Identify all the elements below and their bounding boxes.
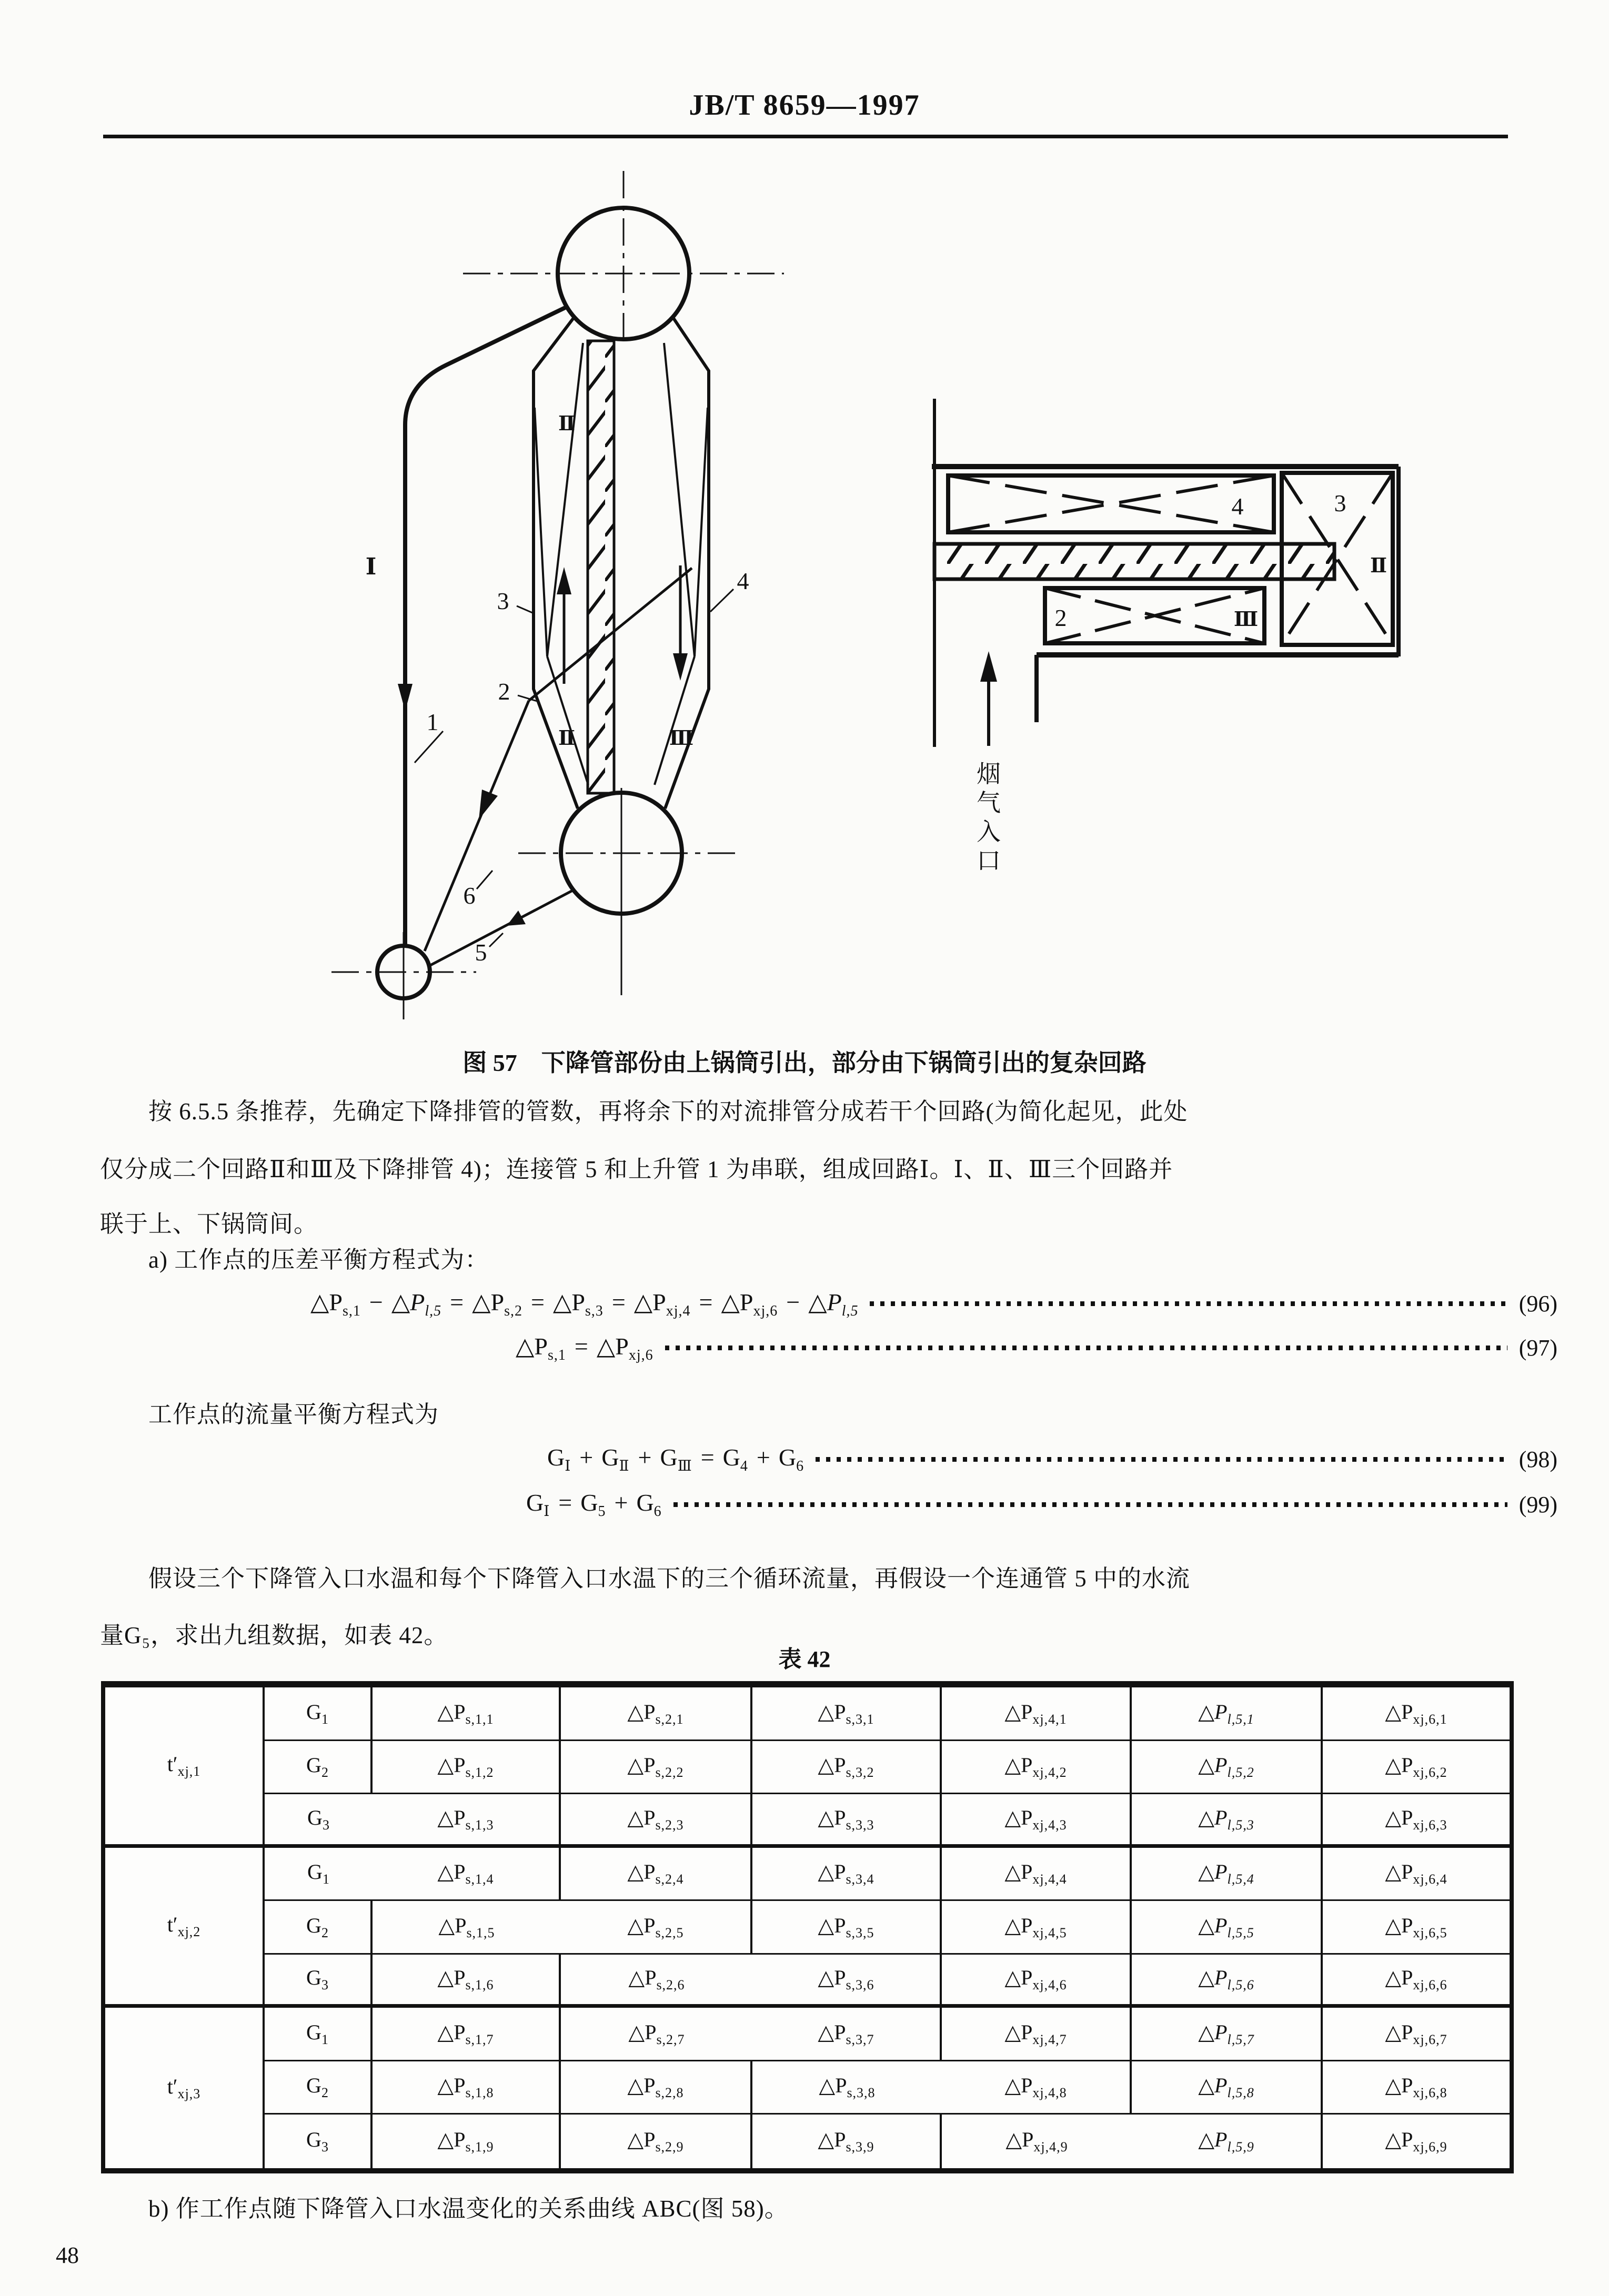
math-term: $\triangle P_{s,3,2}$ [818, 1753, 874, 1781]
math-term: $\triangle P_{l,5,1}$ [1198, 1700, 1254, 1727]
dotted-leader [665, 1346, 1507, 1350]
math-operator: + [638, 1444, 652, 1471]
math-term: $\triangle P_{s,1,8}$ [437, 2074, 494, 2101]
table-dp-cell [1132, 1794, 1323, 1848]
table-dp-cell [1323, 1794, 1510, 1848]
equation-96-number: (96) [1519, 1291, 1557, 1317]
math-term: $\triangle P_{l,5,6}$ [1198, 1966, 1254, 1993]
math-term: $G_4$ [722, 1444, 748, 1475]
table-flow-cell [265, 1794, 373, 1848]
math-term: $\triangle P_{s,3,6}$ [818, 1966, 874, 1993]
table-dp-cell [752, 1741, 942, 1795]
central-downcomer-strip [588, 341, 614, 793]
math-operator: = [530, 1289, 545, 1316]
math-term: $G_Ⅰ$ [526, 1489, 550, 1520]
table-dp-cell [373, 2008, 561, 2061]
math-term: $\triangle P_{xj,4,9}$ [1005, 2128, 1068, 2155]
math-term: $\triangle P_{s,3,9}$ [818, 2128, 874, 2155]
circuit-III-plan-label: Ⅲ [1233, 609, 1259, 631]
circuit-II-label: Ⅱ [558, 727, 576, 750]
math-term: $G_2$ [306, 1913, 329, 1940]
math-term: $G_3$ [307, 1805, 330, 1833]
table-dp-cell [942, 2061, 1132, 2115]
math-term: $\triangle P_{s,3}$ [552, 1288, 604, 1320]
math-term: $G_Ⅰ$ [547, 1444, 571, 1475]
table-dp-cell [561, 1794, 752, 1848]
table-flow-cell [265, 1901, 373, 1955]
table-dp-cell [752, 1687, 942, 1741]
pipe-5-label: 5 [475, 939, 487, 966]
dotted-leader [673, 1502, 1507, 1507]
math-operator: = [700, 1444, 715, 1471]
equation-99-body [526, 1489, 662, 1520]
math-term: $G_3$ [306, 2128, 329, 2155]
table-dp-cell [561, 2061, 752, 2115]
table-dp-cell [373, 1955, 561, 2008]
math-term: $\triangle P_{s,1,7}$ [437, 2020, 494, 2047]
math-term: $\triangle P_{l,5,8}$ [1198, 2074, 1254, 2101]
math-term: $G_6$ [778, 1444, 804, 1475]
table-dp-cell [752, 2115, 942, 2168]
dotted-leader [816, 1457, 1507, 1462]
pipe-2-label: 2 [498, 678, 510, 705]
math-term: $\triangle P_{s,1,2}$ [437, 1753, 494, 1781]
math-term: $\triangle P_{xj,6,4}$ [1385, 1860, 1447, 1887]
paragraph-1-line-2: 仅分成二个回路Ⅱ和Ⅲ及下降排管 4)；连接管 5 和上升管 1 为串联，组成回路Ⅰ。Ⅰ、Ⅱ、Ⅲ三个回路并 [100, 1156, 1173, 1182]
math-term: $\triangle P_{s,1,9}$ [437, 2128, 494, 2155]
math-term: $\triangle P_{l,5,4}$ [1198, 1860, 1254, 1887]
math-term: $\triangle P_{l,5,5}$ [1198, 1913, 1254, 1940]
math-term: $\triangle P_{s,3,7}$ [818, 2020, 874, 2047]
connecting-pipe-5 [430, 890, 574, 965]
math-term: $\triangle P_{s,2,1}$ [627, 1700, 684, 1727]
table-dp-cell [1323, 1687, 1510, 1741]
math-term: $\triangle P_{xj,4}$ [633, 1288, 691, 1320]
math-term: $\triangle P_{xj,6}$ [596, 1332, 653, 1364]
paragraph-2-line-1: 假设三个下降管入口水温和每个下降管入口水温下的三个循环流量，再假设一个连通管 5 中的水流 [148, 1565, 1191, 1592]
math-term: $G_6$ [636, 1489, 662, 1520]
math-term: $\triangle P_{l,5}$ [391, 1288, 442, 1320]
math-term: $\triangle P_{xj,4,8}$ [1004, 2074, 1067, 2101]
pipe-1-label: 1 [426, 709, 439, 735]
table-dp-cell [942, 2115, 1132, 2168]
table-42 [101, 1681, 1514, 2173]
math-term: $\triangle P_{xj,4,2}$ [1004, 1753, 1067, 1781]
math-term: $\triangle P_{xj,4,5}$ [1004, 1913, 1067, 1940]
math-term: $\triangle P_{s,2,6}$ [628, 1966, 685, 1993]
math-term: $\triangle P_{s,2,7}$ [628, 2020, 685, 2047]
dotted-leader [870, 1301, 1507, 1306]
math-term: $\triangle P_{s,3,1}$ [818, 1700, 874, 1727]
table-flow-cell [265, 2008, 373, 2061]
math-term: $G_5$ [580, 1489, 606, 1520]
math-operator: + [579, 1444, 594, 1471]
math-term: $\triangle P_{s,1,4}$ [437, 1860, 494, 1887]
math-operator: = [699, 1289, 713, 1316]
math-operator: = [558, 1489, 572, 1516]
table-dp-cell [1132, 1955, 1323, 2008]
math-term: $\triangle P_{xj,6,8}$ [1385, 2074, 1447, 2101]
math-term: $t'_{xj,3}$ [167, 2074, 201, 2101]
math-term: $\triangle P_{s,3,8}$ [819, 2074, 876, 2101]
tube-bank-4-box [948, 476, 1274, 532]
math-term: $\triangle P_{xj,4,7}$ [1004, 2020, 1067, 2047]
table-dp-cell [1323, 1848, 1510, 1901]
circuit-II-top-label: Ⅱ [558, 413, 576, 435]
table-dp-cell [1132, 2115, 1323, 2168]
math-term: $\triangle P_{xj,6,7}$ [1385, 2020, 1447, 2047]
equation-96 [179, 1288, 1557, 1320]
table-dp-cell [373, 1741, 561, 1795]
math-term: $t'_{xj,1}$ [167, 1752, 201, 1779]
table-dp-cell [1323, 2061, 1510, 2115]
paragraph-1-line-3: 联于上、下锅筒间。 [100, 1211, 318, 1237]
paragraph-2-line-2: 量G₅，求出九组数据，如表 42。 [100, 1622, 448, 1648]
table-dp-cell [1132, 1687, 1323, 1741]
math-term: $t'_{xj,2}$ [167, 1912, 201, 1939]
math-term: $G_Ⅱ$ [601, 1444, 630, 1475]
equation-96-body [310, 1288, 858, 1320]
table-dp-cell [1323, 2008, 1510, 2061]
math-term: $G_2$ [306, 1753, 329, 1781]
math-term: $\triangle P_{xj,6,9}$ [1385, 2128, 1447, 2155]
table-dp-cell [942, 1955, 1132, 2008]
math-term: $\triangle P_{s,2,3}$ [627, 1805, 684, 1833]
math-term: $G_1$ [306, 1700, 329, 1727]
table-dp-cell [561, 2115, 752, 2168]
math-operator: − [369, 1289, 383, 1316]
table-dp-cell [561, 1741, 752, 1795]
table-group-label [105, 1848, 265, 2008]
pipe-6-label: 6 [463, 882, 476, 909]
math-operator: + [756, 1444, 770, 1471]
table-flow-cell [265, 1687, 373, 1741]
table-dp-cell [1132, 2061, 1323, 2115]
standard-code-title: JB/T 8659—1997 [689, 89, 920, 122]
circuit-III-label: Ⅲ [669, 727, 694, 750]
table-flow-cell [265, 2115, 373, 2168]
figure-caption: 图 57 下降管部份由上锅筒引出，部分由下锅筒引出的复杂回路 [462, 1049, 1147, 1076]
table-dp-cell [373, 1901, 561, 1955]
table-flow-cell [265, 1741, 373, 1795]
table-dp-cell [561, 1955, 752, 2008]
pipe-4-label: 4 [737, 568, 749, 594]
equation-99-number: (99) [1519, 1491, 1557, 1518]
table-42-caption: 表 42 [778, 1646, 831, 1672]
table-dp-cell [373, 2061, 561, 2115]
item-a-heading: a) 工作点的压差平衡方程式为： [148, 1247, 489, 1273]
table-dp-cell [1323, 2115, 1510, 2168]
math-term: $\triangle P_{xj,6,3}$ [1385, 1805, 1447, 1833]
table-dp-cell [942, 1848, 1132, 1901]
header-rule [103, 135, 1508, 138]
table-dp-cell [1323, 1741, 1510, 1795]
flow-balance-intro: 工作点的流量平衡方程式为 [148, 1401, 439, 1428]
math-term: $\triangle P_{xj,4,1}$ [1004, 1700, 1067, 1727]
math-term: $\triangle P_{xj,6,6}$ [1385, 1966, 1447, 1993]
equation-97-number: (97) [1519, 1335, 1557, 1361]
pipe-3-label: 3 [497, 588, 509, 614]
math-term: $G_3$ [306, 1966, 329, 1993]
table-dp-cell [752, 1794, 942, 1848]
math-term: $\triangle P_{s,3,3}$ [818, 1805, 874, 1833]
math-term: $\triangle P_{l,5,2}$ [1198, 1753, 1254, 1781]
equation-99 [179, 1489, 1557, 1520]
table-dp-cell [1132, 1901, 1323, 1955]
table-dp-cell [373, 1848, 561, 1901]
math-term: $\triangle P_{l,5,7}$ [1198, 2020, 1254, 2047]
upper-drum [463, 171, 784, 346]
table-flow-cell [265, 2061, 373, 2115]
lower-header [331, 932, 476, 1019]
table-flow-cell [265, 1955, 373, 2008]
math-term: $\triangle P_{s,2,5}$ [627, 1913, 684, 1940]
math-term: $\triangle P_{s,2,9}$ [627, 2128, 684, 2155]
table-dp-cell [942, 1687, 1132, 1741]
math-operator: = [611, 1289, 626, 1316]
item-b-heading: b) 作工作点随下降管入口水温变化的关系曲线 ABC(图 58)。 [148, 2196, 789, 2222]
bank-3-label: 3 [1334, 490, 1346, 517]
table-group-label [105, 2008, 265, 2168]
page-number: 48 [56, 2242, 79, 2268]
table-dp-cell [942, 2008, 1132, 2061]
flue-gas-arrow [980, 651, 997, 746]
table-dp-cell [752, 1955, 942, 2008]
math-term: $\triangle P_{s,2}$ [472, 1288, 522, 1320]
math-operator: = [450, 1289, 464, 1316]
math-term: $\triangle P_{xj,6,5}$ [1385, 1913, 1447, 1940]
equation-97-body [516, 1332, 653, 1364]
circuit-II-plan-label: Ⅱ [1370, 555, 1387, 577]
math-term: $\triangle P_{s,3,4}$ [818, 1860, 874, 1887]
table-dp-cell [1132, 2008, 1323, 2061]
drum-hatched-bar [934, 544, 1334, 579]
math-operator: = [574, 1333, 588, 1360]
math-term: $G_1$ [307, 1860, 330, 1887]
math-term: $\triangle P_{xj,4,6}$ [1004, 1966, 1067, 1993]
math-term: $\triangle P_{s,2,8}$ [627, 2074, 684, 2101]
table-dp-cell [1132, 1848, 1323, 1901]
math-term: $\triangle P_{l,5}$ [808, 1288, 859, 1320]
math-term: $\triangle P_{l,5,9}$ [1198, 2128, 1254, 2155]
math-term: $\triangle P_{xj,6,2}$ [1385, 1753, 1447, 1781]
lower-drum [518, 788, 737, 995]
math-operator: − [786, 1289, 800, 1316]
circuit-I-label: Ⅰ [365, 554, 377, 580]
math-term: $G_1$ [306, 2020, 329, 2047]
math-term: $\triangle P_{s,1}$ [516, 1332, 566, 1364]
table-dp-cell [373, 1687, 561, 1741]
bank-4-label: 4 [1231, 493, 1244, 520]
math-term: $\triangle P_{s,3,5}$ [818, 1913, 874, 1940]
table-dp-cell [1323, 1955, 1510, 2008]
table-dp-cell [752, 2061, 942, 2115]
flue-inlet-label: 烟气入口 [977, 761, 1001, 874]
math-term: $\triangle P_{xj,4,3}$ [1004, 1805, 1067, 1833]
table-dp-cell [561, 1848, 752, 1901]
bank-2-label: 2 [1054, 604, 1067, 631]
math-term: $\triangle P_{s,1,5}$ [438, 1913, 495, 1940]
table-dp-cell [752, 1848, 942, 1901]
table-dp-cell [561, 2008, 752, 2061]
table-dp-cell [561, 1901, 752, 1955]
math-operator: + [614, 1489, 628, 1516]
equation-98 [179, 1443, 1557, 1475]
table-dp-cell [942, 1741, 1132, 1795]
table-dp-cell [373, 2115, 561, 2168]
math-term: $\triangle P_{xj,6}$ [721, 1288, 778, 1320]
math-term: $G_2$ [306, 2074, 329, 2101]
tube-bank-2-box [1045, 588, 1264, 643]
math-term: $\triangle P_{s,1,3}$ [437, 1805, 494, 1833]
riser-pipe-1 [398, 306, 568, 946]
table-dp-cell [1323, 1901, 1510, 1955]
table-dp-cell [942, 1794, 1132, 1848]
equation-97 [179, 1332, 1557, 1364]
math-term: $\triangle P_{s,2,4}$ [627, 1860, 684, 1887]
math-term: $\triangle P_{s,2,2}$ [627, 1753, 684, 1781]
math-term: $G_Ⅲ$ [660, 1444, 692, 1475]
table-dp-cell [752, 1901, 942, 1955]
table-group-label [105, 1687, 265, 1848]
paragraph-1-line-1: 按 6.5.5 条推荐，先确定下降排管的管数，再将余下的对流排管分成若干个回路(为简化起见，此处 [148, 1098, 1188, 1125]
math-term: $\triangle P_{s,1,1}$ [437, 1700, 494, 1727]
math-term: $\triangle P_{s,1,6}$ [437, 1966, 494, 1993]
figure-57-diagram [295, 142, 1431, 1026]
table-dp-cell [1132, 1741, 1323, 1795]
table-flow-cell [265, 1848, 373, 1901]
math-term: $\triangle P_{l,5,3}$ [1198, 1805, 1254, 1833]
table-dp-cell [373, 1794, 561, 1848]
math-term: $\triangle P_{xj,4,4}$ [1004, 1860, 1067, 1887]
equation-98-body [547, 1443, 804, 1475]
table-dp-cell [752, 2008, 942, 2061]
math-term: $\triangle P_{xj,6,1}$ [1385, 1700, 1447, 1727]
equation-98-number: (98) [1519, 1446, 1557, 1472]
math-term: $\triangle P_{s,1}$ [310, 1288, 361, 1320]
table-dp-cell [942, 1901, 1132, 1955]
table-dp-cell [561, 1687, 752, 1741]
